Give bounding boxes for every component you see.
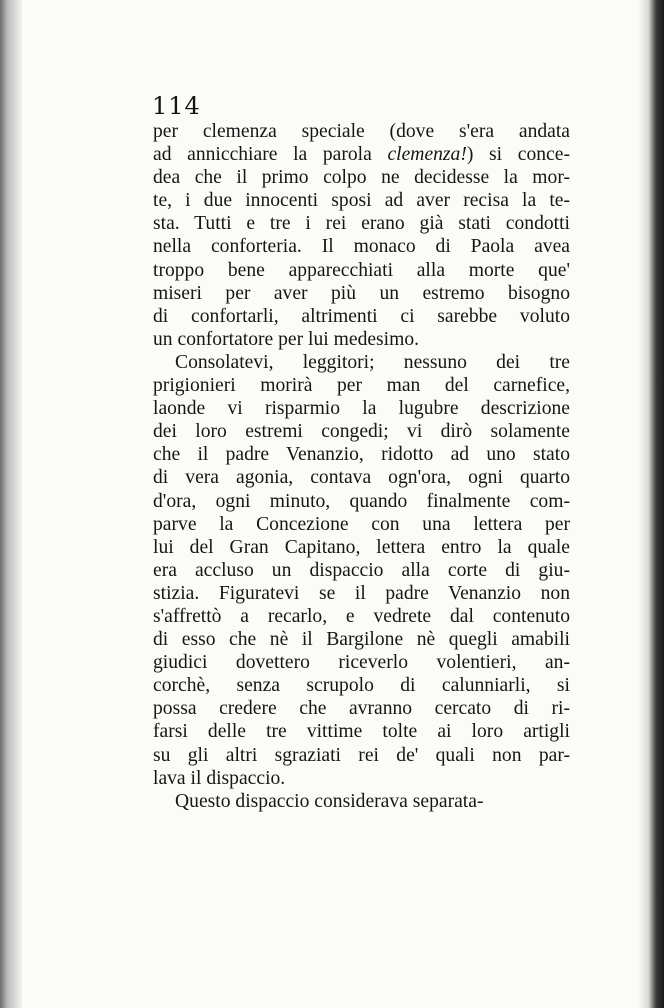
text-line: nella conforteria. Il monaco di Paola avea	[153, 236, 570, 258]
gutter-shadow	[0, 0, 22, 1008]
text-line: farsi delle tre vittime tolte ai loro artigli	[153, 721, 570, 743]
text-line: miseri per aver più un estremo bisogno	[153, 282, 570, 304]
text-line: laonde vi risparmio la lugubre descrizione	[153, 398, 570, 420]
text-line: dei loro estremi congedi; vi dirò solamente	[153, 421, 570, 443]
text-line: stizia. Figuratevi se il padre Venanzio non	[153, 582, 570, 604]
text-line: te, i due innocenti sposi ad aver recisa la te-	[153, 190, 570, 212]
text-line: per clemenza speciale (dove s'era andata	[153, 121, 570, 142]
text-line: corchè, senza scrupolo di calunniarli, si	[153, 675, 570, 697]
text-line: ad annicchiare la parola clemenza!) si conce-	[153, 144, 570, 166]
emphasized-word: clemenza!	[387, 144, 467, 166]
text-line: sta. Tutti e tre i rei erano già stati condotti	[153, 213, 570, 235]
page-edge	[638, 0, 664, 1008]
text-line: di vera agonia, contava ogn'ora, ogni quarto	[153, 467, 570, 489]
text-line: dea che il primo colpo ne decidesse la mor-	[153, 167, 570, 189]
text-line: d'ora, ogni minuto, quando finalmente com-	[153, 490, 570, 512]
text-line: parve la Concezione con una lettera per	[153, 513, 570, 535]
text-line: di esso che nè il Bargilone nè quegli amabili	[153, 629, 570, 651]
text-line: prigionieri morirà per man del carnefice,	[153, 375, 570, 397]
body-text	[153, 120, 570, 813]
text-line: un confortatore per lui medesimo.	[153, 328, 420, 350]
text-line: giudici dovettero riceverlo volentieri, an-	[153, 652, 570, 674]
page-number: 114	[152, 92, 201, 120]
text-line: di confortarli, altrimenti ci sarebbe voluto	[153, 305, 570, 327]
text-line: che il padre Venanzio, ridotto ad uno stato	[153, 444, 570, 466]
text-line: s'affrettò a recarlo, e vedrete dal contenuto	[153, 605, 570, 627]
text-line: possa credere che avranno cercato di ri-	[153, 698, 570, 720]
text-line: era accluso un dispaccio alla corte di giu-	[153, 559, 570, 581]
text-line: troppo bene apparecchiati alla morte que'	[153, 259, 570, 281]
text-line: lava il dispaccio.	[153, 767, 286, 789]
text-line: lui del Gran Capitano, lettera entro la quale	[153, 536, 570, 558]
paragraph-start-line: Consolatevi, leggitori; nessuno dei tre	[175, 351, 570, 373]
text-line: su gli altri sgraziati rei de' quali non par-	[153, 744, 570, 766]
paragraph-start-line: Questo dispaccio considerava separata-	[175, 790, 484, 812]
